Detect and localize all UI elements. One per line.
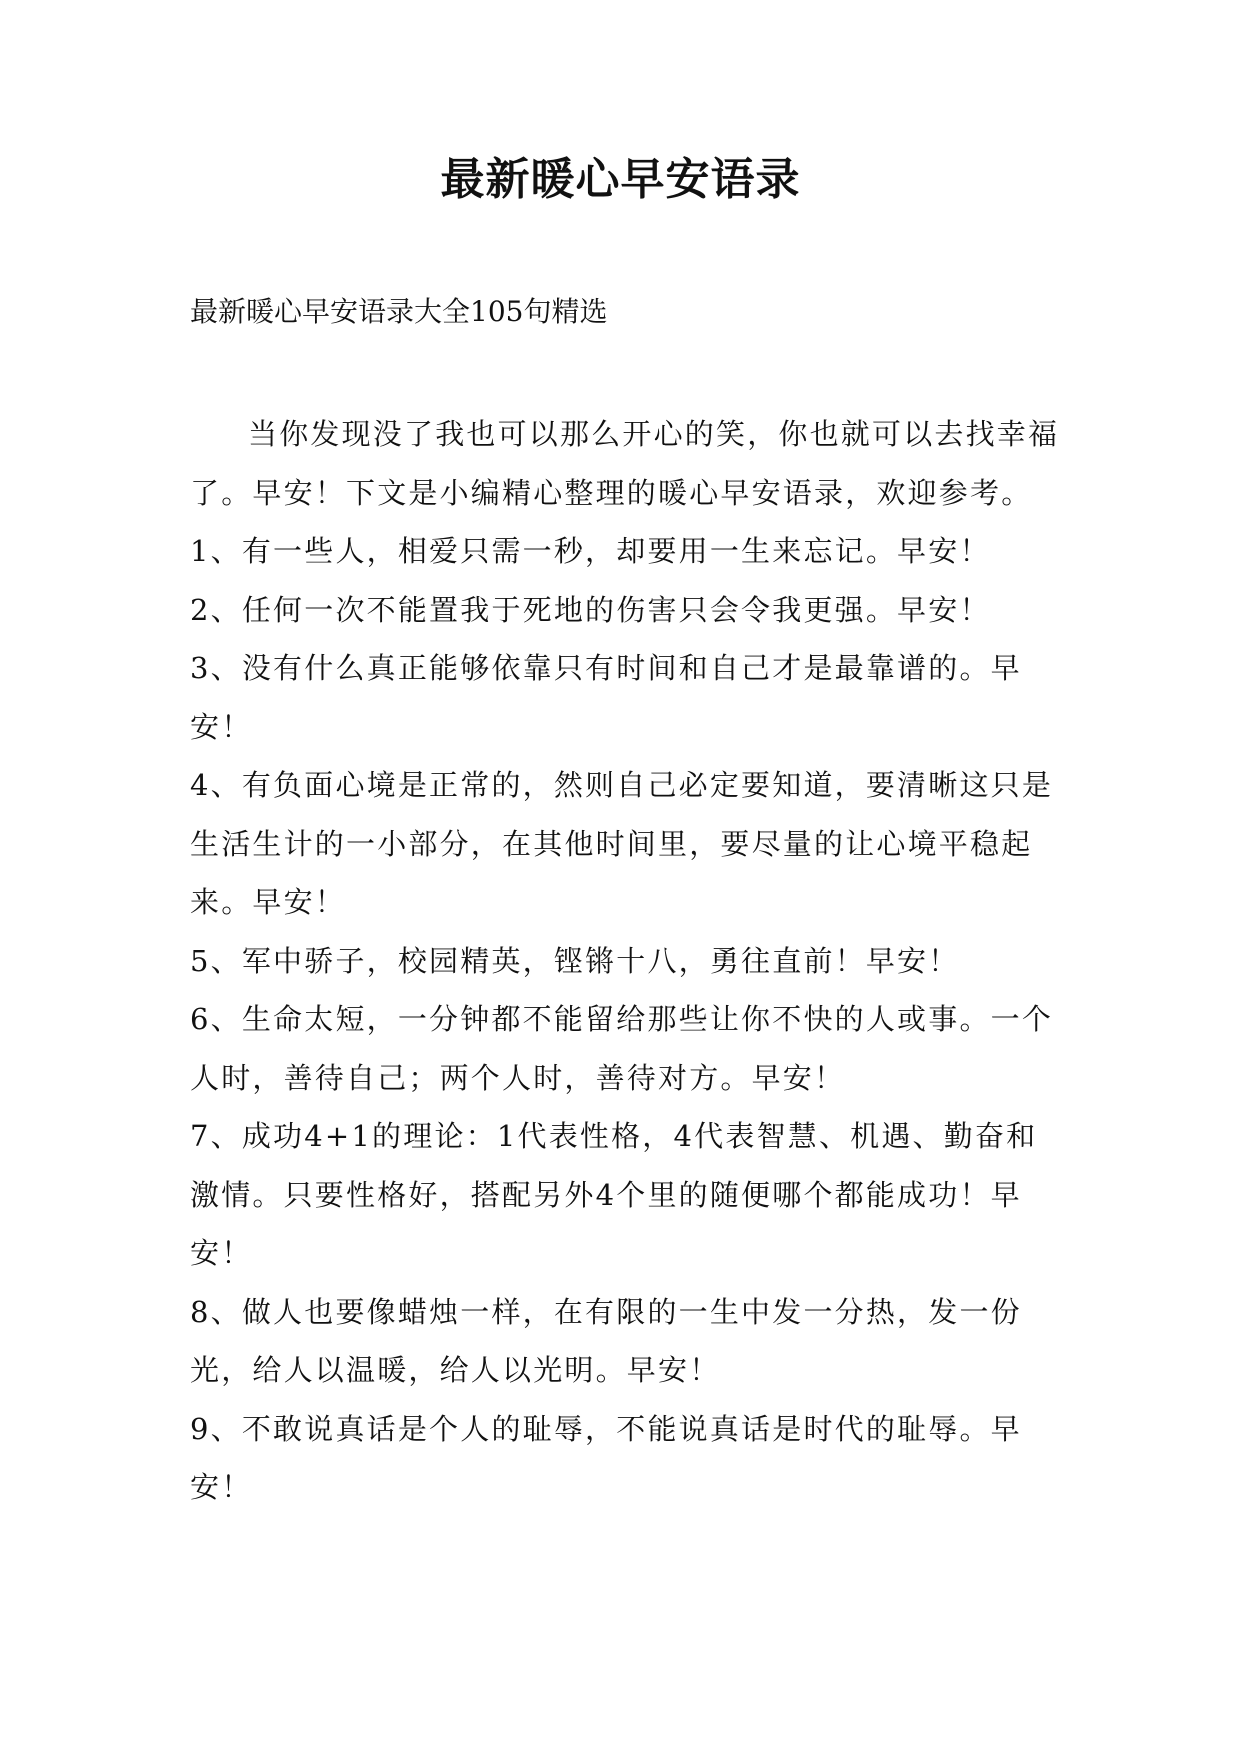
list-item: 6、生命太短，一分钟都不能留给那些让你不快的人或事。一个人时，善待自己；两个人时，善待对方。早安！ — [190, 1002, 1054, 1095]
document-subtitle: 最新暖心早安语录大全105句精选 — [190, 295, 608, 328]
intro-paragraph: 当你发现没了我也可以那么开心的笑，你也就可以去找幸福了。早安！下文是小编精心整理的暖心早安语录，欢迎参考。 — [190, 417, 1060, 510]
document-title: 最新暖心早安语录 — [440, 154, 801, 205]
list-item: 5、军中骄子，校园精英，铿锵十八，勇往直前！早安！ — [190, 943, 960, 978]
list-item: 3、没有什么真正能够依靠只有时间和自己才是最靠谱的。早安！ — [190, 651, 1022, 744]
list-item: 2、任何一次不能置我于死地的伤害只会令我更强。早安！ — [190, 592, 991, 627]
list-item: 7、成功4+1的理论：1代表性格，4代表智慧、机遇、勤奋和激情。只要性格好，搭配另外4个里的随便哪个都能成功！早安！ — [190, 1119, 1038, 1270]
document-body — [190, 405, 1060, 1517]
list-item: 1、有一些人，相爱只需一秒，却要用一生来忘记。早安！ — [190, 534, 991, 568]
list-item: 8、做人也要像蜡烛一样，在有限的一生中发一分热，发一份光，给人以温暖，给人以光明。早安！ — [190, 1294, 1022, 1387]
list-item: 4、有负面心境是正常的，然则自己必定要知道，要清晰这只是生活生计的一小部分，在其他时间里，要尽量的让心境平稳起来。早安！ — [190, 768, 1054, 919]
list-item: 9、不敢说真话是个人的耻辱，不能说真话是时代的耻辱。早安！ — [190, 1411, 1022, 1504]
